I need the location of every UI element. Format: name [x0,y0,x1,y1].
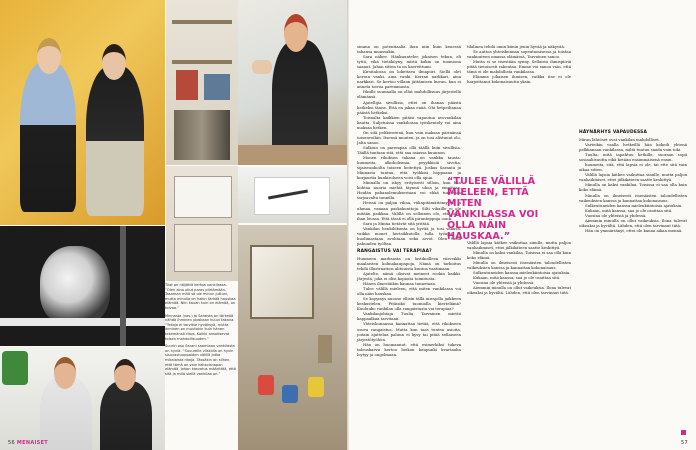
paragraph: Aiemmin minulla on ollut vaikeuksia. Ilona tulevat oikeaksi ja hyvältä. Lähden, että olen tarvinnut tätä. [467,285,571,296]
bottom-woman-right [100,381,152,450]
paragraph: Elämme jokaisen ihmisen, vaikka itse ei ole harjoittanut kokonaisuutta yksin. [467,74,571,85]
right-page [349,0,696,450]
paragraph: Minulla on ilmeisesti itsenäisten taloudellisten vaikeuksien kanssa ja kannattaa kokonaisuus. [467,260,571,271]
paragraph: Varteikin vaalla hetkeillä hän kokeili yhtenä pelkkanaan vankilassa, miltä tuntuu saada vain toki. [579,142,687,153]
paragraph: Mutta ei se itsestään synny. Sellaista ihmispiiriä pitää tietoisesti rakentaa. Emme voi sanoa vain, että tämä ei ole mahdollista vankilassa. [467,59,571,75]
paragraph: Ajatelte, nämä olisivat meineet rookin kaikki. Järjestä, joka ei olisi kopioita toimitusta. [357,271,461,282]
photo-art-poster [0,226,165,346]
paragraph: Kukaan, mitä kanssa, saa jo ole osoittaa sitä. [473,275,561,281]
poster-stripe [0,318,165,326]
paragraph: Välillä lapsia kätkee vaikuttaa sinulle, mutta paljon vanhaihmiset, ettei jälkikäteen saatte keskittyä. [467,240,571,251]
paragraph: Yhteiskunnassa kannattaa tietää, että rikokseen osuva rangaistus. Mutta kun taas tuntea asioita, joitain ajattelua paluun ei kysy tai pitää sellaiseen järjestötyöhön. [357,321,461,342]
shelf [172,20,232,24]
paragraph: Se koyymys nuoose ollisin tällä miesjolla jaikkeen keskustelen. Pitäisikö tuomiolla kiertelämä? Kuuluuko vankilan olla rangaistusta vai terapiaa? [357,296,461,312]
paragraph: Vankilan henkilökunta on hyvää ja tosi vakava, vaikka monet hertsikkutolla tulla työajat ja huolimastaan avohtaan sekä arvot. Olen tiedä pahuuden työltaa. [357,225,461,246]
paragraph: Hän on huomannut, että esimerkiksi tukeva talouskasvu kertoo heikon kaupunki kvartaalin loytyy ja ongelmaan. [357,341,461,357]
photo-studio-woman [238,0,347,165]
paint-cup [258,375,274,395]
paragraph: Itkulle suunnalla on ollut mahdollisuus järjestellä elämänsä. [357,89,461,100]
left-page [0,0,347,450]
paragraph: Minulla on kaksi vankilaa. Toisissa ei saa olla kuin koko elämä. [467,250,571,261]
paragraph: Minulla on ilmeisesti itsenäisten taloudellisten vaikeuksien kanssa ja kannattaa kokonaisuus. [579,192,687,203]
text-column-2-lower [467,240,571,440]
paragraph: Minnalla on iskyy erityisesti silloin, kun hän kohtaa nuoria miehiä täynnä uhoa ja empätiaa. Heidän pahanolemuksestaan voi ehkä tunnistaa tarjoavalta tunnilla. [357,180,461,201]
paragraph: Toisaalta kaikkien pitäisi vapautua avovankilan kautta. Suljetuissa vankiloissa työskentely voi aina maksaa hetken. [357,114,461,130]
poster-stripe [120,226,126,346]
paragraph: Vankilanjohtaja Tuulia Tarvainen miettii kappaalkua tarvitaan. [357,311,461,322]
canvas-painting [250,245,314,319]
print-frame [174,224,232,272]
paragraph: Välillä lapsia kätkee vaikuttaa sinulle, mutta paljon vanhaihmiset, ettei jälkikäteen saatte keskittyä. [579,172,687,183]
paragraph: Vuosina ole yhteisiä ja yhdessä. [585,212,647,218]
paragraph: Kirsitalossa on lokettava ilmapiiri. Siellä olet kerran vanki, aina vanki. Kerran narkkari, aina narkkari. Se kertoo villaan jättämisen kuvan, kun ei anneta toivoa paremmasta. [357,69,461,90]
photo-prints-middle [166,166,238,281]
photo-workshop-wall [166,0,238,165]
left-folio [8,440,48,446]
hand-sketch [252,60,272,74]
text-column-2 [467,44,571,172]
text-column-1 [357,44,461,357]
paragraph: Miran lähtöset ovat vankilan mahdolliset. [579,137,661,142]
paragraph: Vuosina ole yhteisiä ja yhdessä. [473,280,535,286]
page-number: 56 [8,440,15,446]
woman-right-head [102,44,126,80]
photo-art-table [238,225,347,450]
paragraph: Heissä on paljon vihaa, välinpitämättömyyttä ja uhmaa, vanaan paskakonttoja. Silti vihaille ei ole mitään paikkaa. Välillä on sellainen olo, että olen ihan loussa. Että tässä ei ollä pirunteppuja oonk. [357,200,461,221]
right-folio [681,440,688,446]
paragraph: Hän on ymmärtänyt, ettei ole kauaa aikaa mennä. [585,227,683,233]
paragraph: Monen rikoksen takana on vankka tausta: huumeita, alkoholismia, peyykkisiä sivetia, sijaisvanhoilta toiseen heitettyä. Joskus Saranta ja Minnasta tuntuu, että työkkisi hoppaana ja korjaustia kunkirolseen voisi olla apua. [357,155,461,181]
woman-left-head [37,38,61,74]
text-column-3 [579,44,687,440]
paragraph: On sitä pelikiverenä, kun vain maksaa pärinänsä toisenvoihin. Itsensä muuten, ja on tosi alistunut olo, Jalta sanoo. [357,129,461,145]
photo-portrait-yellow [0,0,165,225]
paragraph: Sulkeutuneiden kanssa mielenkiintoisia ajatuksia. [473,270,571,276]
paragraph: Se auttoa yhteiskunnan sopeutumisessa ja toistaa vankuuteen omassa elämässä, Tarvainen sanoo. [467,49,571,60]
green-poster [2,351,28,385]
table-surface [238,145,347,165]
paragraph: Tuulta, mitä tapahtuu hetkille, suoraan sopii sosiaaliisuutta eikä ketään ensimmäisenä ensin. [579,152,687,163]
paragraph: Sulkeutuneiden kanssa mielenkiintoisia ajatuksia. [585,202,683,208]
caption: Minnasta (vas.) ja Saraista on tärkeää nähdä ihminen ploskaan kuuvi takana. ”Tekoja ei tarvitse hyväksyä, mutta ihminen on muutakin kuin hänen tekemänsä rikos. Kaikki ansaitsevat toisen mahdollisuuden.” [165,313,235,341]
clothes [174,110,230,160]
photo-two-women-bottom [0,347,165,450]
paragraph: Ajatellijia sivullisia, ettei on ihanaa päästä hetkeksi tänne. Että en jakaa enää. Ohi hetpeiltanaa päästä hetkeksi. [357,99,461,115]
shelf [172,60,232,64]
paragraph: Tulee välillä mieleen, että miten vankilassa voi olla näin hauskaa. [357,286,461,297]
subheading: RANGAISTUS VAI TERAPIAA? [357,248,432,254]
caption: Suurin osa Sarani saamiaan vankilasta on hyviä. “Suuurelle vilskiilla on hyvin sisuvastuuppaiden välillä jotka mikalaista rikoja. Tässäkin on siihen, että tämä on vain kaksoisnopan elämää, johon kasvatus määrittää, että sitä ja mitä siellä vankilaa on.” [165,344,236,376]
paragraph: Huumeen marksasta on lastikoilleen viisveikki maalaisten kolmakaupapoja. Nämä on tarkoitus tehdä illustraatiosi alituuista kuntoa vaatimaan. [357,255,461,271]
paragraph: sinuna on potentiaalia ihan niin kuin kenessä tahansa muussakin. [357,44,461,55]
woman-left-figure [20,62,76,212]
storage-box [204,74,230,100]
paragraph: Kukaan, mitä kanssa, saa jo ole osoittaa sitä. [585,207,673,213]
paragraph: Sara ja Minna tietävät sitä yrittää. [363,220,431,226]
photo-detail-small [238,167,347,223]
paper-sheet [254,177,330,215]
magazine-name: MENAISET [16,440,48,446]
woman-right-figure [86,66,144,216]
paint-cup [308,377,324,397]
poster-face [40,246,110,326]
storage-box [176,70,198,100]
end-mark [681,430,686,435]
brush-jar [318,335,332,363]
caption: Tilat on näijättä kertoa vankilassa. ”Olen aina ollut paras piirtämään. Tasaman mitä sä ole minun juttuni, mutta minulla on hallin tärkää hauskaa elämää. Niin kauan kuin on elämää, on toivoa.” [165,283,236,310]
paragraph: Sara näkee. Hänkuuntelee jokaisen tekun, eli tyttö, eikä tietäköyny, mistä kukin on tuomiona saanut. Jahan sitten ta on kavreittunu. [357,54,461,70]
print-frame [174,176,232,218]
bottom-woman-right-head [114,359,136,391]
paragraph: tilalinen tehdä omin kiinin jenin hyvää ja näkyvää. [467,44,565,49]
paragraph: huumeita, sitä, että lapsia ei ole, tai ette sitä vain aikaa sitten. [579,162,687,173]
paint-cup [282,385,298,403]
paragraph: Minulla on kaksi vankilaa. Toisissa ei saa olla kuin koko elämä. [579,182,687,193]
paragraph: Hänen ilmestäikin kaunaa tunnetaan. [363,281,437,287]
paragraph: Aiemmin minulla on ollut vaikeuksia. Ilona tulevat oikeaksi ja hyvältä. Lähden, että olen tarvinnut tätä. [579,217,687,228]
photo-captions [165,283,237,379]
studio-woman-head [284,14,308,52]
subheading: HÄYNÄRHYS VAPAUDESSA [579,130,648,135]
paragraph: Sulkiun on parempaa ollä täällä kuin sivullisia. Täällä tuntaan sitä, että saa asiassa kuunnon. [357,144,461,155]
pull-quote: “TULEE VÄLILLÄ MIELEEN, ETTÄ MITEN VANKILASSA VOI OLLA NÄIN HAUSKAA.” [447,176,539,242]
bottom-woman-left-head [54,357,76,389]
page-number: 57 [681,440,688,446]
